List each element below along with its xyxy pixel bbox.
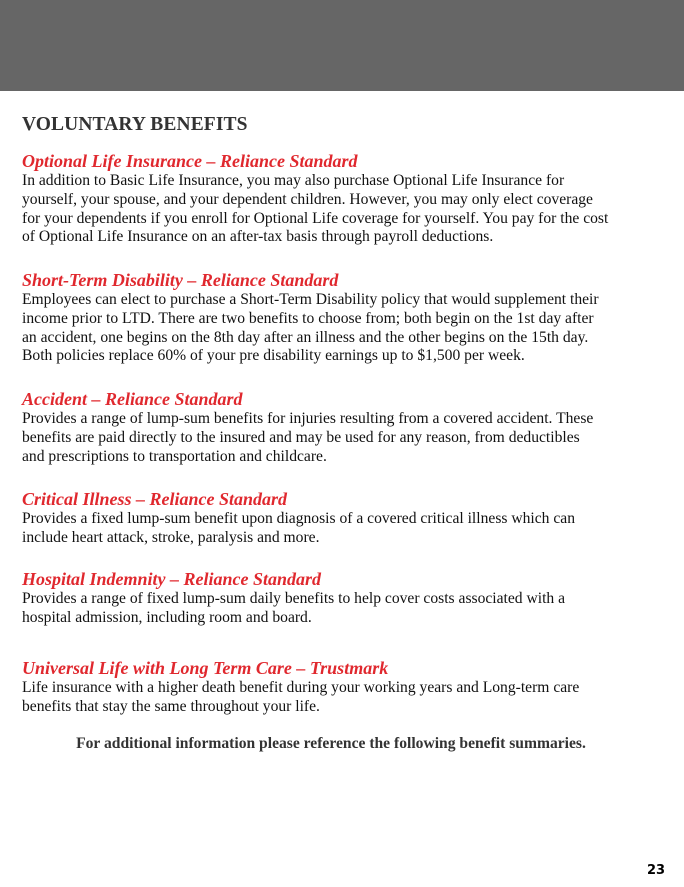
body-line: Life insurance with a higher death benefit during your working years and Long-term care xyxy=(22,679,580,696)
section-critical-illness xyxy=(22,488,575,548)
body-line: benefits are paid directly to the insured and may be used for any reason, from deductibles xyxy=(22,428,580,446)
header-band xyxy=(0,0,684,91)
body-line: and prescriptions to transportation and childcare. xyxy=(22,447,327,465)
section-heading: Hospital Indemnity – Reliance Standard xyxy=(22,569,322,589)
section-hospital-indemnity xyxy=(22,568,565,628)
section-heading: Short-Term Disability – Reliance Standard xyxy=(22,270,339,290)
body-line: include heart attack, stroke, paralysis and more. xyxy=(22,528,320,546)
section-optional-life xyxy=(22,150,608,247)
section-universal-life xyxy=(22,657,579,717)
body-line: hospital admission, including room and board. xyxy=(22,608,312,626)
page-number: 23 xyxy=(647,863,666,878)
body-line: yourself, your spouse, and your dependent children. However, you may only elect coverage xyxy=(22,190,593,208)
body-line: Provides a fixed lump-sum benefit upon diagnosis of a covered critical illness which can xyxy=(22,510,575,527)
body-line: Both policies replace 60% of your pre disability earnings up to $1,500 per week. xyxy=(22,347,525,365)
body-line: for your dependents if you enroll for Optional Life coverage for yourself. You pay for the cost xyxy=(22,209,609,227)
body-line: of Optional Life Insurance on an after-tax basis through payroll deductions. xyxy=(22,228,494,246)
body-line: an accident, one begins on the 8th day after an illness and the other begins on the 15th day. xyxy=(22,328,589,346)
section-heading: Critical Illness – Reliance Standard xyxy=(22,489,288,509)
body-line: In addition to Basic Life Insurance, you may also purchase Optional Life Insurance for xyxy=(22,172,565,189)
body-line: Provides a range of lump-sum benefits for injuries resulting from a covered accident. These xyxy=(22,410,594,427)
section-heading: Optional Life Insurance – Reliance Standard xyxy=(22,151,358,171)
body-line: income prior to LTD. There are two benefits to choose from; both begin on the 1st day after xyxy=(22,309,594,327)
closing-note: For additional information please reference the following benefit summaries. xyxy=(76,735,586,752)
section-heading: Accident – Reliance Standard xyxy=(22,389,243,409)
body-line: benefits that stay the same throughout your life. xyxy=(22,697,320,715)
section-short-term-disability xyxy=(22,269,599,366)
body-line: Employees can elect to purchase a Short-Term Disability policy that would supplement their xyxy=(22,291,599,308)
page-title: VOLUNTARY BENEFITS xyxy=(22,114,248,135)
section-accident xyxy=(22,388,593,466)
body-line: Provides a range of fixed lump-sum daily benefits to help cover costs associated with a xyxy=(22,590,566,607)
section-heading: Universal Life with Long Term Care – Trustmark xyxy=(22,658,389,678)
